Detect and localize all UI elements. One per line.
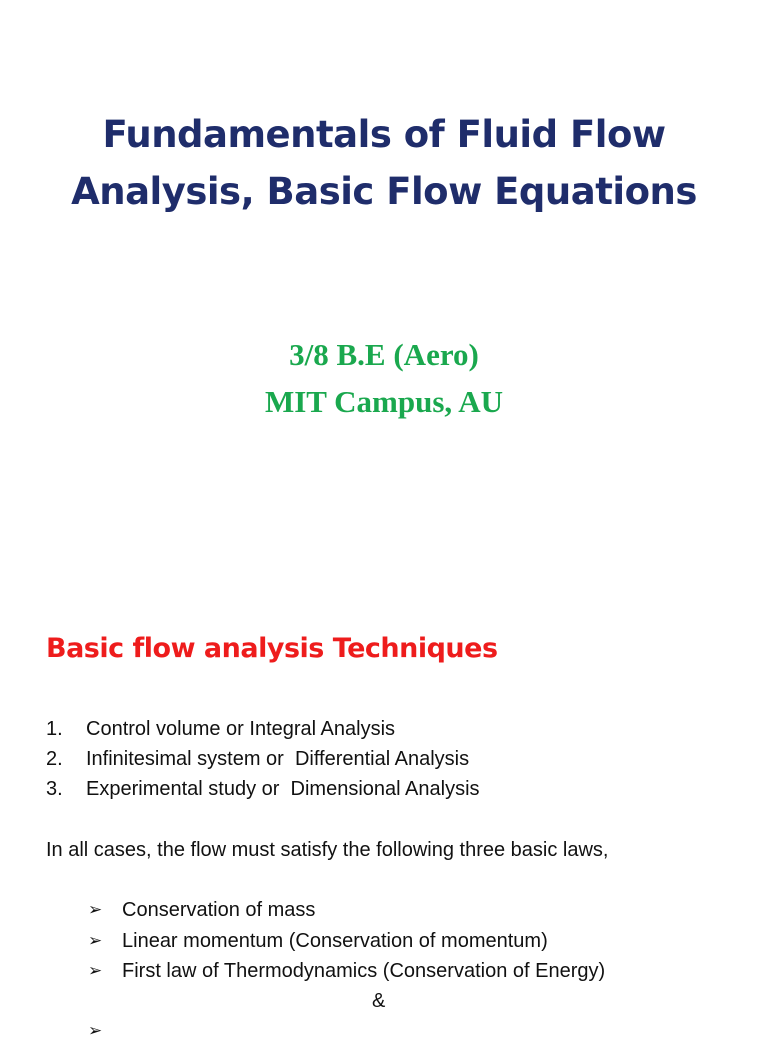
section-heading: Basic flow analysis Techniques (46, 633, 498, 664)
list-item (46, 774, 480, 804)
slide-title-line-2: Analysis, Basic Flow Equations (71, 170, 697, 213)
arrow-bullet-icon: ➢ (88, 1021, 103, 1040)
list-item-text: First law of Thermodynamics (Conservation of Energy) (122, 960, 606, 982)
list-item-text: Conservation of mass (122, 899, 316, 921)
slide-title-line-1: Fundamentals of Fluid Flow (102, 113, 666, 156)
list-item-text: Experimental study or Dimensional Analysis (86, 778, 480, 800)
techniques-list (46, 714, 480, 804)
list-item (46, 744, 480, 774)
list-item-number: 1. (46, 718, 63, 740)
ampersand-text: & (372, 990, 386, 1012)
list-item-text: Linear momentum (Conservation of momentum) (122, 929, 548, 952)
intro-paragraph: In all cases, the flow must satisfy the following three basic laws, (46, 839, 609, 861)
arrow-bullet-icon: ➢ (88, 961, 103, 981)
list-item (88, 926, 605, 957)
list-item-text: Control volume or Integral Analysis (86, 718, 396, 740)
list-item-text: Infinitesimal system or Differential Analysis (86, 748, 470, 770)
slide-title (40, 106, 728, 220)
arrow-bullet-icon: ➢ (88, 930, 103, 950)
slide-subtitle (40, 331, 728, 425)
list-item-number: 2. (46, 748, 63, 770)
arrow-bullet-icon: ➢ (88, 900, 103, 920)
list-item (88, 895, 605, 926)
course-label: 3/8 B.E (Aero) (289, 337, 479, 372)
list-item (46, 714, 480, 744)
list-item (88, 956, 605, 987)
list-item-number: 3. (46, 778, 63, 800)
content-slide (0, 576, 768, 1040)
laws-list (88, 895, 605, 987)
campus-label: MIT Campus, AU (264, 384, 503, 419)
